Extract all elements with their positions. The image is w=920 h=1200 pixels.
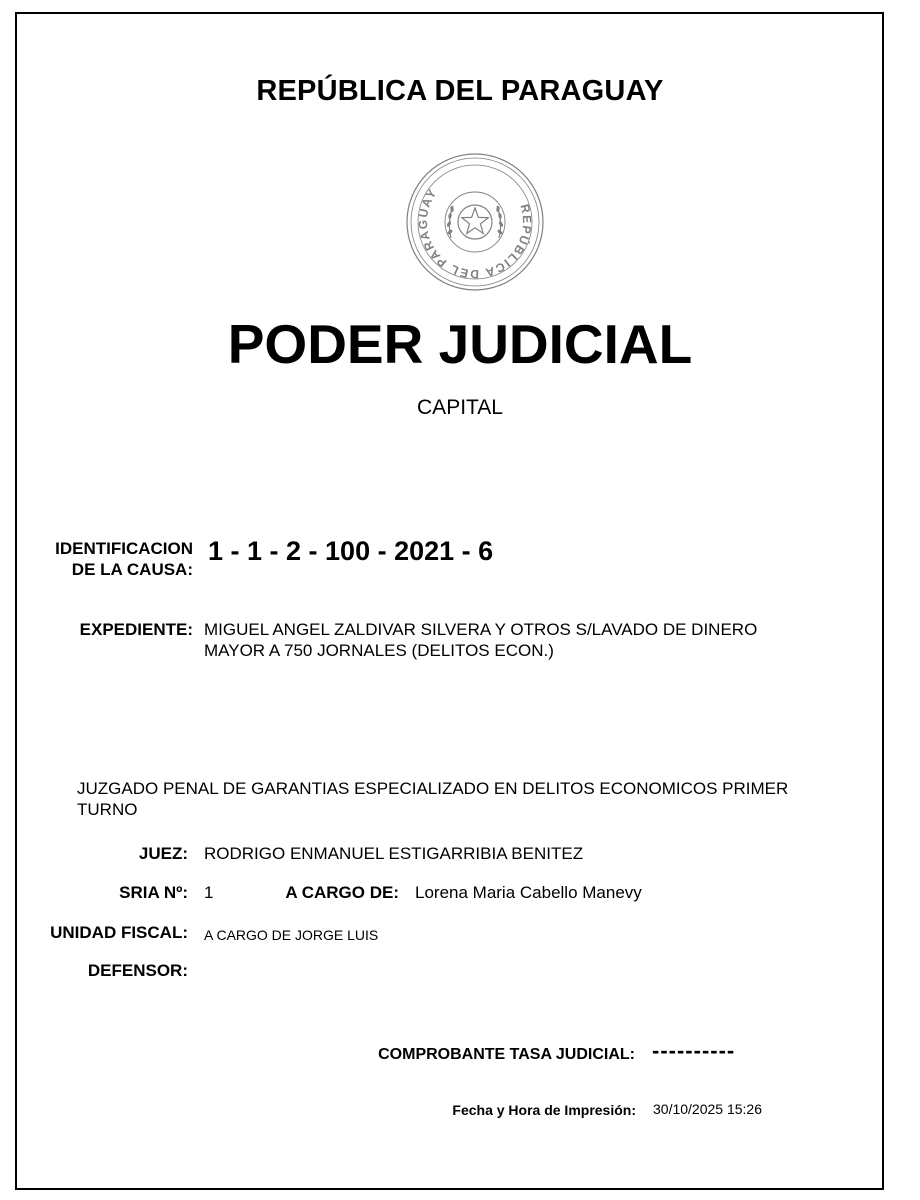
case-id-label bbox=[20, 538, 193, 580]
judge-label: JUEZ: bbox=[138, 844, 188, 863]
case-id-number: 1 - 1 - 2 - 100 - 2021 - 6 bbox=[208, 536, 494, 566]
prosecutor-value: A CARGO DE JORGE LUIS bbox=[204, 927, 379, 943]
court-name-line1: JUZGADO PENAL DE GARANTIAS ESPECIALIZADO EN DELITOS ECONOMICOS PRIMER bbox=[77, 779, 789, 798]
case-id-label-line1: IDENTIFICACION bbox=[55, 539, 193, 558]
judge-name: RODRIGO ENMANUEL ESTIGARRIBIA BENITEZ bbox=[204, 844, 584, 863]
institution-title: PODER JUDICIAL bbox=[227, 313, 693, 375]
case-id-label-line2: DE LA CAUSA: bbox=[71, 560, 193, 579]
seal-text: REPÚBLICA DEL PARAGUAY bbox=[415, 185, 535, 282]
city-subtitle: CAPITAL bbox=[417, 396, 503, 419]
fee-label: COMPROBANTE TASA JUDICIAL: bbox=[378, 1046, 635, 1063]
secretariat-label: SRIA Nº: bbox=[119, 883, 188, 902]
national-seal-icon bbox=[405, 152, 545, 292]
file-description-line2: MAYOR A 750 JORNALES (DELITOS ECON.) bbox=[204, 641, 554, 660]
file-label: EXPEDIENTE: bbox=[79, 620, 193, 639]
country-title: REPÚBLICA DEL PARAGUAY bbox=[256, 75, 664, 107]
fee-value: ---------- bbox=[652, 1038, 736, 1063]
defender-label: DEFENSOR: bbox=[87, 961, 188, 980]
in-charge-name: Lorena Maria Cabello Manevy bbox=[415, 883, 642, 902]
in-charge-label: A CARGO DE: bbox=[285, 883, 399, 902]
secretariat-number: 1 bbox=[204, 883, 214, 902]
print-date-value: 30/10/2025 15:26 bbox=[653, 1101, 762, 1117]
prosecutor-label: UNIDAD FISCAL: bbox=[50, 923, 188, 942]
court-name-line2: TURNO bbox=[77, 800, 138, 819]
court-name bbox=[77, 778, 877, 820]
file-description-line1: MIGUEL ANGEL ZALDIVAR SILVERA Y OTROS S/LAVADO DE DINERO bbox=[204, 620, 758, 639]
file-description bbox=[204, 619, 757, 661]
print-date-label: Fecha y Hora de Impresión: bbox=[452, 1102, 636, 1118]
